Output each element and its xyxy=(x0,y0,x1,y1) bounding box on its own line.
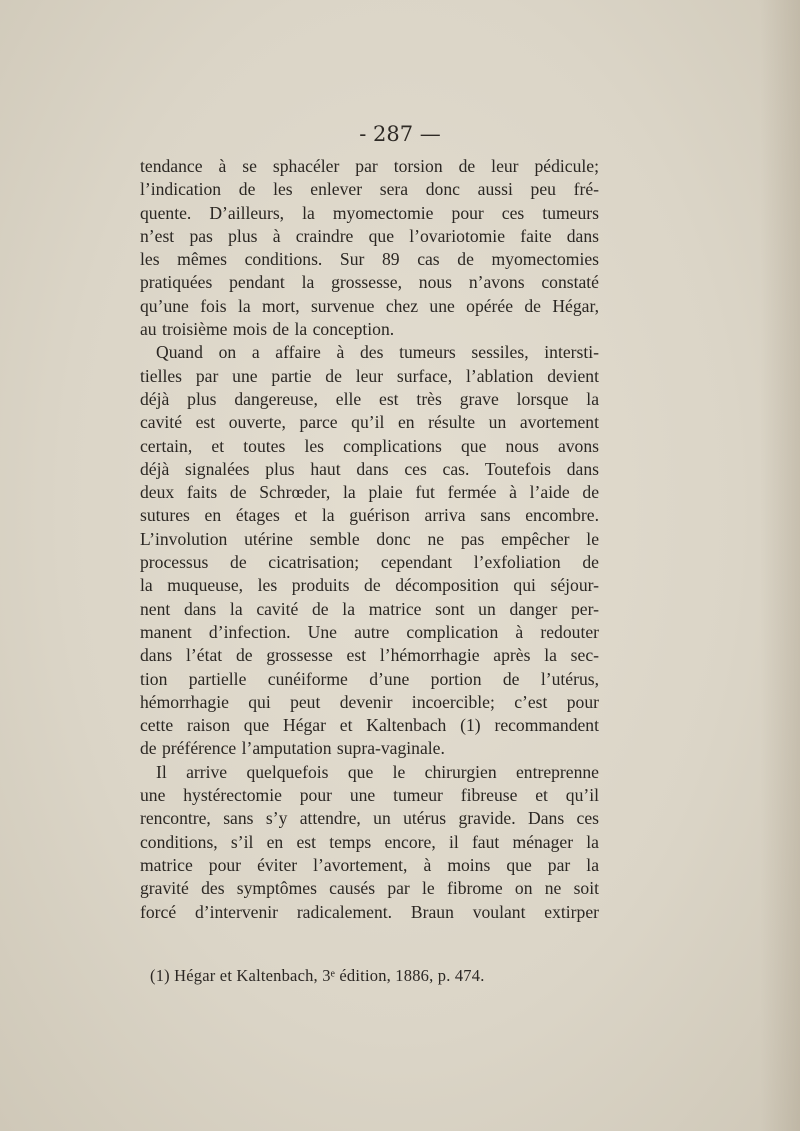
text-line: conditions, s’il en est temps encore, il faut ménager la xyxy=(140,831,599,852)
text-line: tion partielle cunéiforme d’une portion de l’utérus, xyxy=(140,668,599,689)
text-line: tielles par une partie de leur surface, l’ablation devient xyxy=(140,365,599,386)
body-text xyxy=(140,155,599,924)
page-edge-shading xyxy=(760,0,800,1131)
text-line: de préférence l’amputation supra-vaginale. xyxy=(140,738,445,759)
text-line: gravité des symptômes causés par le fibrome on ne soit xyxy=(140,878,599,899)
text-line: dans l’état de grossesse est l’hémorrhagie après la sec- xyxy=(140,645,599,666)
text-line: déjà plus dangereuse, elle est très grave lorsque la xyxy=(140,388,599,409)
text-line: L’involution utérine semble donc ne pas empêcher le xyxy=(140,528,599,549)
text-line: rencontre, sans s’y attendre, un utérus gravide. Dans ces xyxy=(140,808,599,829)
footnote: (1) Hégar et Kaltenbach, 3ᵉ édition, 1886, p. 474. xyxy=(150,966,485,985)
text-line: cette raison que Hégar et Kaltenbach (1) recommandent xyxy=(140,715,599,736)
text-line: quente. D’ailleurs, la myomectomie pour ces tumeurs xyxy=(140,202,599,223)
text-line: n’est pas plus à craindre que l’ovariotomie faite dans xyxy=(140,225,599,246)
text-line: manent d’infection. Une autre complication à redouter xyxy=(140,621,599,642)
page-number: - 287 — xyxy=(359,122,441,146)
text-line: tendance à se sphacéler par torsion de leur pédicule; xyxy=(140,156,599,176)
text-line: hémorrhagie qui peut devenir incoercible; c’est pour xyxy=(140,691,599,712)
text-line: processus de cicatrisation; cependant l’exfoliation de xyxy=(140,552,599,573)
text-line: l’indication de les enlever sera donc aussi peu fré- xyxy=(140,179,599,200)
text-line: déjà signalées plus haut dans ces cas. Toutefois dans xyxy=(140,458,599,479)
text-line: sutures en étages et la guérison arriva sans encombre. xyxy=(140,505,599,526)
text-line: Il arrive quelquefois que le chirurgien entreprenne xyxy=(156,761,599,782)
text-line: forcé d’intervenir radicalement. Braun voulant extirper xyxy=(140,901,599,922)
text-line: au troisième mois de la conception. xyxy=(140,319,395,340)
text-line: une hystérectomie pour une tumeur fibreuse et qu’il xyxy=(140,785,599,806)
text-line: pratiquées pendant la grossesse, nous n’avons constaté xyxy=(140,272,599,293)
text-line: matrice pour éviter l’avortement, à moins que par la xyxy=(140,854,599,875)
text-line: deux faits de Schrœder, la plaie fut fermée à l’aide de xyxy=(140,482,599,503)
text-line: qu’une fois la mort, survenue chez une opérée de Hégar, xyxy=(140,295,599,316)
text-line: cavité est ouverte, parce qu’il en résulte un avortement xyxy=(140,412,599,433)
text-line: les mêmes conditions. Sur 89 cas de myomectomies xyxy=(140,249,599,270)
text-line: la muqueuse, les produits de décomposition qui séjour- xyxy=(140,575,599,596)
text-line: nent dans la cavité de la matrice sont un danger per- xyxy=(140,598,599,619)
text-line: Quand on a affaire à des tumeurs sessiles, intersti- xyxy=(156,342,599,363)
text-line: certain, et toutes les complications que nous avons xyxy=(140,435,599,456)
